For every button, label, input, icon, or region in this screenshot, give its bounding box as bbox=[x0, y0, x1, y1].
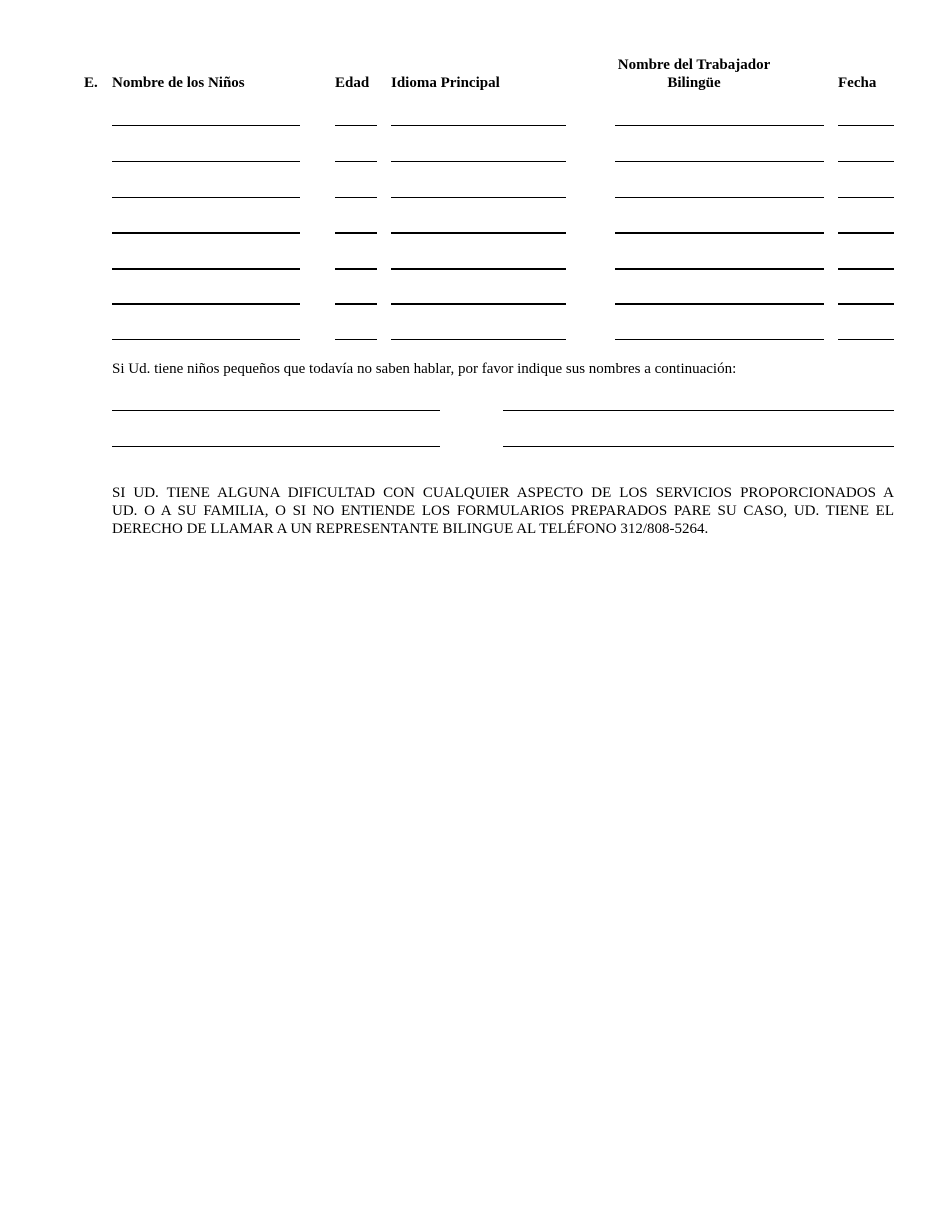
header-worker-line2: Bilingüe bbox=[667, 75, 721, 91]
child-worker-field[interactable] bbox=[615, 125, 824, 126]
child-age-field[interactable] bbox=[335, 232, 377, 234]
child-worker-field[interactable] bbox=[615, 339, 824, 340]
section-letter: E. bbox=[84, 75, 98, 91]
child-date-field[interactable] bbox=[838, 303, 894, 305]
child-name-field[interactable] bbox=[112, 197, 300, 198]
child-worker-field[interactable] bbox=[615, 268, 824, 270]
child-date-field[interactable] bbox=[838, 339, 894, 340]
rights-notice bbox=[112, 484, 894, 538]
infant-name-field[interactable] bbox=[112, 446, 440, 447]
infant-name-field[interactable] bbox=[503, 410, 894, 411]
infant-name-field[interactable] bbox=[112, 410, 440, 411]
child-date-field[interactable] bbox=[838, 232, 894, 234]
child-worker-field[interactable] bbox=[615, 197, 824, 198]
child-language-field[interactable] bbox=[391, 303, 566, 305]
child-name-field[interactable] bbox=[112, 232, 300, 234]
child-date-field[interactable] bbox=[838, 125, 894, 126]
child-age-field[interactable] bbox=[335, 197, 377, 198]
rights-notice-line: DERECHO DE LLAMAR A UN REPRESENTANTE BILINGUE AL TELÉFONO 312/808-5264. bbox=[112, 521, 709, 537]
header-age: Edad bbox=[335, 75, 370, 91]
child-age-field[interactable] bbox=[335, 161, 377, 162]
header-date: Fecha bbox=[838, 75, 877, 91]
child-worker-field[interactable] bbox=[615, 232, 824, 234]
child-language-field[interactable] bbox=[391, 232, 566, 234]
child-age-field[interactable] bbox=[335, 125, 377, 126]
infant-name-field[interactable] bbox=[503, 446, 894, 447]
child-age-field[interactable] bbox=[335, 268, 377, 270]
child-language-field[interactable] bbox=[391, 125, 566, 126]
child-date-field[interactable] bbox=[838, 161, 894, 162]
header-worker-line1: Nombre del Trabajador bbox=[617, 57, 771, 73]
child-name-field[interactable] bbox=[112, 268, 300, 270]
child-language-field[interactable] bbox=[391, 268, 566, 270]
child-worker-field[interactable] bbox=[615, 303, 824, 305]
child-name-field[interactable] bbox=[112, 339, 300, 340]
child-name-field[interactable] bbox=[112, 125, 300, 126]
header-language: Idioma Principal bbox=[391, 75, 500, 91]
child-date-field[interactable] bbox=[838, 197, 894, 198]
rights-notice-line: UD. O A SU FAMILIA, O SI NO ENTIENDE LOS FORMULARIOS PREPARADOS PARE SU CASO, UD. TIENE EL bbox=[112, 503, 894, 519]
child-age-field[interactable] bbox=[335, 303, 377, 305]
header-worker bbox=[594, 56, 794, 92]
child-date-field[interactable] bbox=[838, 268, 894, 270]
child-language-field[interactable] bbox=[391, 339, 566, 340]
rights-notice-line: SI UD. TIENE ALGUNA DIFICULTAD CON CUALQUIER ASPECTO DE LOS SERVICIOS PROPORCIONADOS A bbox=[112, 485, 894, 501]
child-language-field[interactable] bbox=[391, 161, 566, 162]
infants-prompt: Si Ud. tiene niños pequeños que todavía no saben hablar, por favor indique sus nombres a continuación: bbox=[112, 361, 737, 377]
child-worker-field[interactable] bbox=[615, 161, 824, 162]
child-name-field[interactable] bbox=[112, 303, 300, 305]
header-children-name: Nombre de los Niños bbox=[112, 75, 245, 91]
child-language-field[interactable] bbox=[391, 197, 566, 198]
child-name-field[interactable] bbox=[112, 161, 300, 162]
child-age-field[interactable] bbox=[335, 339, 377, 340]
